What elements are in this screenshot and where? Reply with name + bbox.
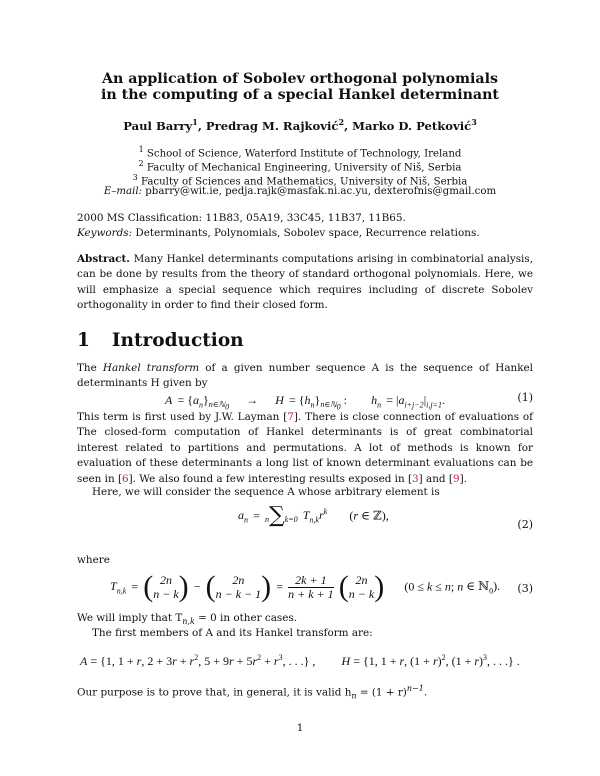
intro-paragraph	[77, 361, 533, 392]
defined-term: Hankel transform	[102, 362, 200, 374]
abstract-label: Abstract.	[77, 253, 130, 265]
keywords-text: Determinants, Polynomials, Sobolev space, Recurrence relations.	[135, 227, 480, 239]
author-sup: 1	[192, 117, 198, 127]
paragraph-purpose: Our purpose is to prove that, in general, it is valid $h_n = (1 + r)^{n-1}$.	[77, 684, 428, 701]
text-run: ]. There is close connection of evaluations of The closed-form computation of Hankel determinants is of great combinatorial interest related to partitions and permutations. A lot of methods is known for evaluation of these determinants a long list of known determinant evaluations can be seen in [	[77, 411, 533, 485]
keywords-label: Keywords:	[77, 227, 133, 239]
email-addresses: pbarry@wit.ie, pedja.rajk@masfak.ni.ac.yu, dexterofnis@gmail.com	[145, 186, 497, 197]
affiliation-sup: 3	[132, 173, 138, 182]
author-list: Paul Barry$^1$, Predrag M. Rajković$^2$, Marko D. Petković$^3$	[123, 117, 477, 133]
paragraph-first-members: The first members of A and its Hankel transform are:	[92, 627, 373, 639]
text-run: = (1 + r)	[356, 686, 407, 699]
paragraph-sequence: Here, we will consider the sequence A whose arbitrary element is	[92, 486, 440, 498]
affiliation-sup: 1	[138, 145, 144, 154]
text-run: ]. We also found a few interesting results exposed in [	[128, 472, 413, 485]
citation-link[interactable]: 9	[452, 472, 460, 485]
citation-link[interactable]: 7	[287, 411, 294, 423]
equation-number: (2)	[517, 518, 533, 531]
affiliation-sup: 2	[138, 159, 144, 168]
where-text: where	[77, 554, 110, 566]
text-run: ] and [	[418, 472, 453, 485]
text-run: This term is first used by J.W. Layman [	[77, 411, 288, 423]
affiliation	[0, 159, 600, 173]
section-title: Introduction	[111, 330, 244, 351]
affiliation	[0, 145, 600, 159]
affiliation-text: Faculty of Sciences and Mathematics, University of Niš, Serbia	[140, 176, 468, 188]
msc-label: 2000 MS Classification:	[77, 212, 203, 224]
equation-2: $a_n = n\sum k=0$ $T_{n,k}r^k$ (r ∈ ℤ),	[238, 503, 389, 528]
author-sup: 2	[338, 117, 345, 127]
author-name: Paul Barry	[123, 118, 193, 133]
equation-1: $A = \{a_n\}_{n\in ℕ_0} \to H = \{h_n\}_{n\in ℕ_0}$ : $h_n = |a_{i+j-2}|_{i,j=1}$.	[165, 393, 445, 412]
text-run: of a given number sequence A is the sequence of Hankel determinants H given by	[77, 362, 533, 390]
text-run: The	[77, 362, 103, 374]
citation-link[interactable]: 6	[122, 472, 129, 485]
email-label: E–mail:	[103, 186, 143, 197]
section-number: 1	[77, 330, 90, 351]
section-heading	[77, 330, 244, 351]
text-run: = 0 in other cases.	[194, 612, 298, 624]
msc-classification	[77, 211, 533, 226]
affiliation-text: School of Science, Waterford Institute of Technology, Ireland	[146, 148, 462, 160]
equation-members: A = {1, 1 + r, $2 + 3r + r^2$, $5 + 9r + 5r^2 + r^3$, . . .} , H = {1, 1 + r, $(1 + r)^2$, $(1 + r)^3$, . . .} .	[80, 653, 520, 668]
equation-3: $T_{n,k}$ = ( 2n n − k ) − ( 2n n − k − 1 ) = $\frac{2k + 1}{n + k + 1}$ ( 2n n − k ) (0 ≤ k ≤ n; n ∈ ℕ$_0$).	[110, 570, 501, 603]
author-name: Marko D. Petković	[352, 118, 472, 133]
abstract-text: Many Hankel determinants computations arising in combinatorial analysis, can be done by results from the theory of standard orthogonal polynomials. Here, we will emphasize a special sequence which requires including of discrete Sobolev orthogonality in order to find their closed form.	[77, 253, 533, 312]
abstract	[77, 252, 533, 314]
text-run: We will imply that T	[77, 612, 183, 624]
msc-codes: 11B83, 05A19, 33C45, 11B37, 11B65.	[205, 212, 406, 224]
paper-title-line-1: An application of Sobolev orthogonal polynomials	[101, 71, 499, 87]
equation-number: (3)	[517, 582, 533, 595]
text-run: Our purpose is to prove that, in general, it is valid h	[77, 686, 352, 699]
paper-title-line-2: in the computing of a special Hankel determinant	[101, 87, 499, 103]
paragraph-imply: We will imply that $T_{n,k} = 0$ in other cases.	[77, 612, 298, 627]
email-line	[0, 186, 600, 197]
author-name: Predrag M. Rajković	[205, 118, 339, 133]
citation-link[interactable]: 3	[412, 472, 419, 485]
text-run: ].	[459, 472, 467, 485]
author-sup: 3	[471, 117, 477, 127]
keywords	[77, 226, 533, 241]
paragraph-history	[77, 410, 533, 487]
text-run: .	[423, 686, 428, 699]
affiliation-text: Faculty of Mechanical Engineering, University of Niš, Serbia	[146, 162, 462, 174]
page-number: 1	[296, 722, 304, 734]
equation-number: (1)	[517, 391, 533, 404]
